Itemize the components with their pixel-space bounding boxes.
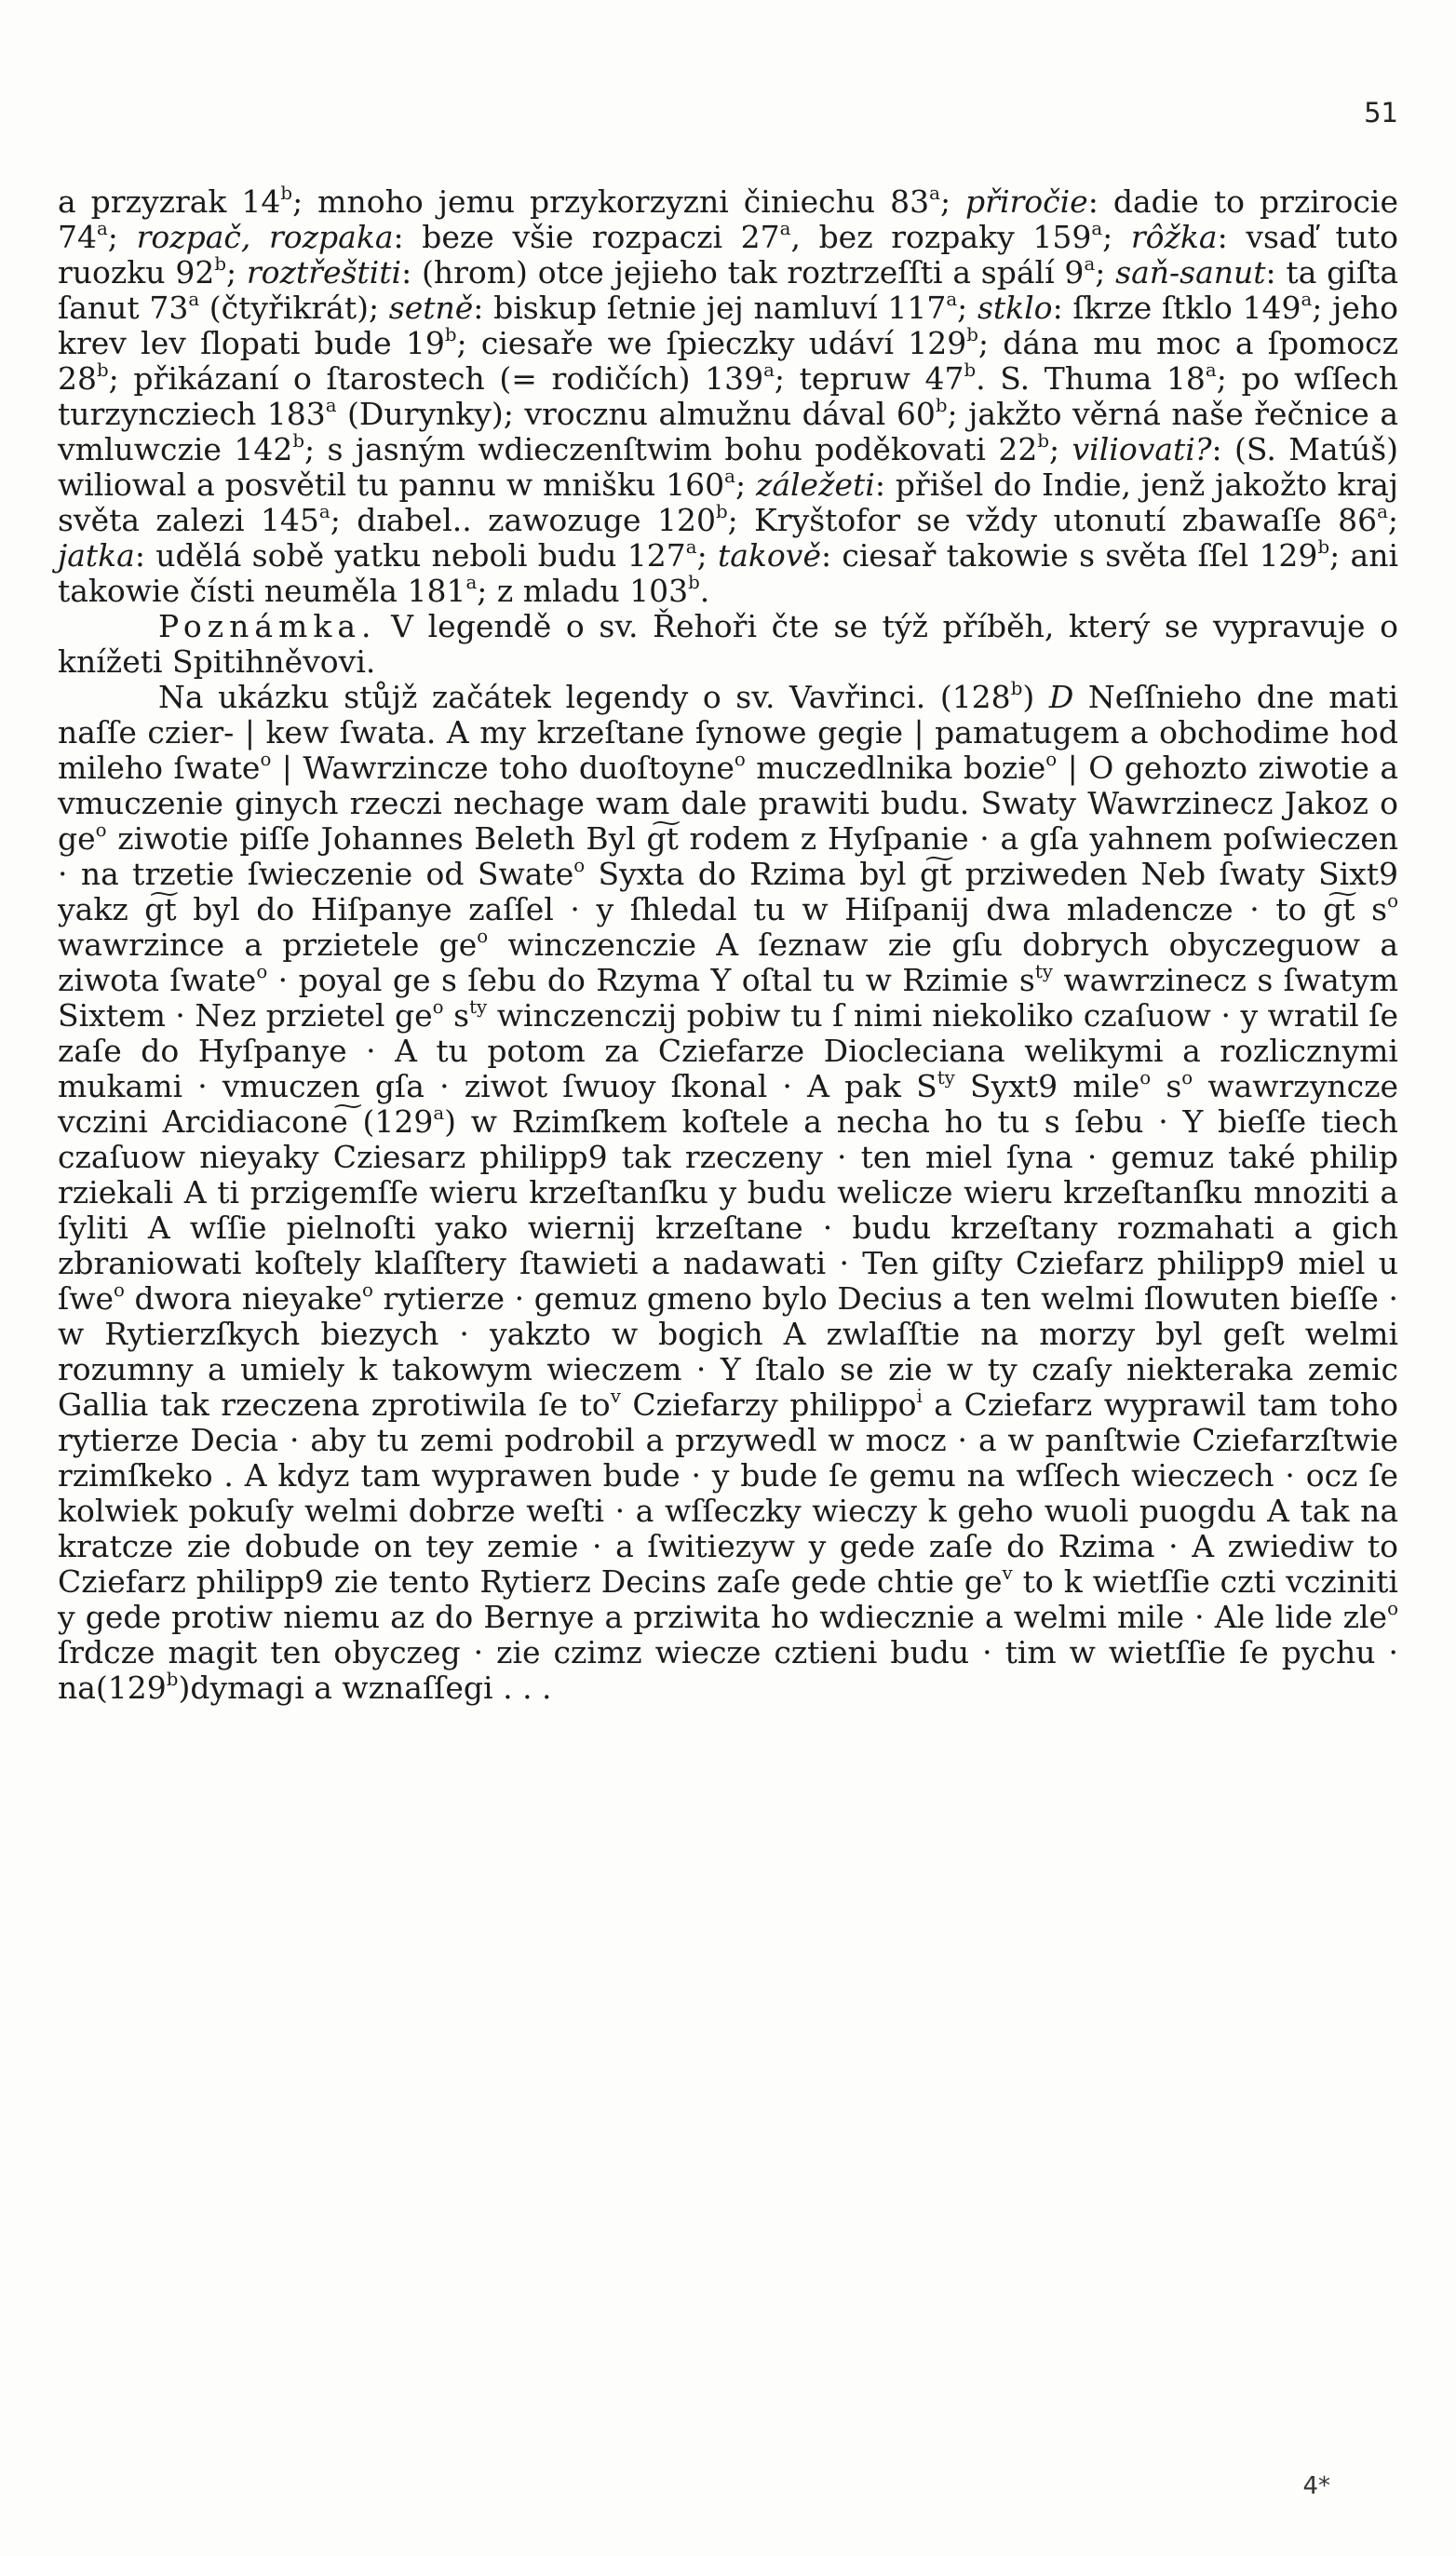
signature-mark: 4* <box>1302 2472 1330 2500</box>
sample-intro-text: Na ukázku stůjž začátek legendy o sv. Vavřinci. (128$^b$) D Neſſnieho dne mati naſſe czier- | kew ſwata. A my krzeſtane ſynowe gegie | pamatugem a obchodime hod mileho ſwate$^o$ | Wawrzincze toho duoſtoyne$^o$ muczedlnika bozie$^o$ | O gehozto ziwotie a vmuczenie ginych rzeczi nechage wam dale prawiti budu. <box>58 678 1398 821</box>
remark-label: Poznámka. <box>158 608 377 644</box>
remark-paragraph <box>58 609 1398 680</box>
glossary-paragraph: a przyzrak 14$^b$; mnoho jemu przykorzyzni činiechu 83$^a$; přiročie: dadie to przirocie 74$^a$; rozpač, rozpaka: beze všie rozpaczi 27$^a$, bez rozpaky 159$^a$; rôžka: vsaď tuto ruozku 92$^b$; roztřeštiti: (hrom) otce jejieho tak roztrzeſſti a spálí 9$^a$; saň-sanut: ta giſta ſanut 73$^a$ (čtyřikrát); setně: biskup ſetnie jej namluví 117$^a$; stklo: ſkrze ſtklo 149$^a$; jeho krev lev ſlopati bude 19$^b$; ciesaře we ſpieczky udáví 129$^b$; dána mu moc a ſpomocz 28$^b$; přikázaní o ſtarostech (= rodičích) 139$^a$; tepruw 47$^b$. S. Thuma 18$^a$; po wſſech turzyncziech 183$^a$ (Durynky); vrocznu almužnu dával 60$^b$; jakžto věrná naše řečnice a vmluwczie 142$^b$; s jasným wdieczenſtwim bohu poděkovati 22$^b$; viliovati?: (S. Matúš) wiliowal a posvětil tu pannu w mnišku 160$^a$; záležeti: přišel do Indie, jenž jakožto kraj světa zalezi 145$^a$; dɪabel.. zawozuge 120$^b$; Kryštofor se vždy utonutí zbawaſſe 86$^a$; jatka: udělá sobě yatku neboli budu 127$^a$; takově: ciesař takowie s světa ſſel 129$^b$; ani takowie čísti neuměla 181$^a$; z mladu 103$^b$. <box>58 183 1399 609</box>
page-number: 51 <box>1364 97 1398 128</box>
page-body <box>58 184 1398 1706</box>
sample-intro-paragraph <box>58 680 1398 1706</box>
remark-text: V legendě o sv. Řehoři čte se týž příběh, který se vypravuje o knížeti Spitihněvovi. <box>58 608 1398 680</box>
old-czech-legend-text: Swaty Wawrzinecz Jakoz o $ge^o$ ziwotie piſſe Johannes Beleth Byl g͠t rodem z Hyſpanie · a gſa yahnem poſwieczen · na trzetie ſwieczenie od Swate$^o$ Syxta do Rzima byl g͠t prziweden Neb ſwaty Sixt9 yakz g͠t byl do Hiſpanye zaſſel · y ſhledal tu w Hiſpanij dwa mladencze · to g͠t $s^o$ wawrzince a przietele $ge^o$ winczenczie A ſeznaw zie gſu dobrych obyczeguow a ziwota ſwate$^o$ · poyal ge s ſebu do Rzyma Y oſtal tu w Rzimie $s^{ty}$ wawrzinecz s ſwatym Sixtem · Nez przietel $ge^o$ $s^{ty}$ winczenczij pobiw tu ſ nimi niekoliko czaſuow · y wratil ſe zaſe do Hyſpanye · A tu potom za Cziefarze Diocleciana welikymi a rozlicznymi mukami · vmuczen gſa · ziwot ſwuoy ſkonal · A pak $S^{ty}$ Syxt9 mile$^o$ $s^o$ wawrzyncze vczini Arcidiacone͠ (129$^a$) w Rzimſkem koſtele a necha ho tu s ſebu · Y bieſſe tiech czaſuow nieyaky Cziesarz philipp9 tak rzeczeny · ten miel ſyna · gemuz také philip rziekali A ti przigemſſe wieru krzeſtanſku y budu welicze wieru krzeſtanſku mnoziti a ſyliti A wſſie pielnoſti yako wiernij krzeſtane · budu krzeſtany rozmahati a gich zbraniowati koſtely klaſſtery ſtawieti a nadawati · Ten giſty Cziefarz philipp9 miel u ſwe$^o$ dwora nieyake$^o$ rytierze · gemuz gmeno bylo Decius a ten welmi ſlowuten bieſſe · w Rytierzſkych biezych · yakzto w bogich A zwlaſſtie na morzy byl geſt welmi rozumny a umiely k takowym wieczem · Y ſtalo se zie w ty czaſy niekteraka zemic Gallia tak rzeczena zprotiwila ſe $to^v$ Cziefarzy philippo$^i$ a Cziefarz wyprawil tam toho rytierze Decia · aby tu zemi podrobil a przywedl w mocz · a w panſtwie Cziefarzſtwie rzimſkeko . A kdyz tam wyprawen bude · y bude ſe gemu na wſſech wieczech · ocz ſe kolwiek pokuſy welmi dobrze weſti · a wſſeczky wieczy k geho wuoli puogdu A tak na kratcze zie dobude on tey zemie · a ſwitiezyw y gede zaſe do Rzima · A zwiediw to Cziefarz philipp9 zie tento Rytierz Decins zaſe gede chtie $ge^v$ to k wietſſie czti vcziniti y gede protiw niemu az do Bernye a prziwita ho wdiecznie a welmi mile · Ale lide zle$^o$ ſrdcze magit ten obyczeg · zie czimz wiecze cztieni budu · tim w wietſſie ſe pychu · $na(129^b)dymagi$ a wznaſſegi . . . <box>58 785 1399 1706</box>
